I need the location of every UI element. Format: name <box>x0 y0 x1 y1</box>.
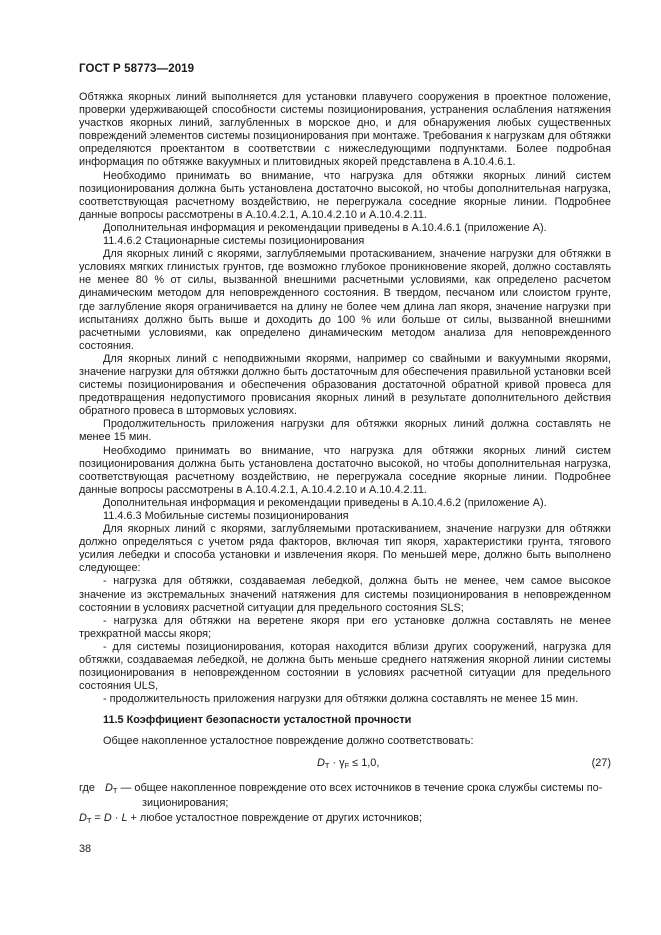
def-d: D <box>103 811 112 824</box>
def-equals: = <box>91 811 104 824</box>
subsection-title: 11.4.6.2 Стационарные системы позиционирования <box>103 235 365 248</box>
list-item: - для системы позиционирования, которая находится вблизи других сооружений, нагрузка для обтяжки, создаваемая лебедкой, не должна быть меньше среднего натяжения якорной линии системы позиционирования в неповрежденном состоянии в условиях расчетной ситуации для предельного состояния ULS, <box>79 640 611 693</box>
definition-text: — общее накопленное повреждение ото всех источников в течение срока службы системы по- <box>117 781 603 794</box>
page-number: 38 <box>79 843 92 855</box>
list-item: - нагрузка для обтяжки на веретене якоря при его установке должна составлять не менее трехкратной массы якоря; <box>79 614 611 640</box>
formula <box>317 757 379 772</box>
where-label: где <box>79 781 95 794</box>
paragraph: Необходимо принимать во внимание, что нагрузка для обтяжки якорных линий систем позиционирования должна быть установлена достаточно высокой, но чтобы дополнительная нагрузка, соответствующая расчетному воздействию, не перегружала соседние якорные линии. Подробнее данные вопросы рассмотрены в А.10.4.2.1, А.10.4.2.10 и А.10.4.2.11. <box>79 169 611 221</box>
where-block <box>79 782 611 810</box>
intro-sentence: Общее накопленное усталостное повреждение должно соответствовать: <box>103 734 474 747</box>
paragraph: Продолжительность приложения нагрузки для обтяжки якорных линий должна составлять не менее 15 мин. <box>79 418 611 444</box>
paragraph: Обтяжка якорных линий выполняется для установки плавучего сооружения в проектное положение, проверки удерживающей способности системы позиционирования, устранения ослабления натяжения участков якорных линий, заглубленных в морское дно, и для обнаружения любых существенных повреждений элементов системы позиционирования при монтаже. Требования к нагрузкам для обтяжки определяются проектантом в соответствии с нижеследующими подпунктами. Более подробная информация по обтяжке вакуумных и плитовидных якорей представлена в А.10.4.6.1. <box>79 91 611 169</box>
equation-number: (27) <box>591 756 611 769</box>
where-definition <box>105 782 611 810</box>
paragraph: Для якорных линий с неподвижными якорями, например со свайными и вакуумными якорями, значение нагрузки для обтяжки должно быть достаточным для обеспечения правильной установки всей системы позиционирования и обеспечения образования достаточной обратной кривой провеса для предотвращения недопустимого провисания якорных линий в результате дополнительного действия обратного провеса в штормовых условиях. <box>79 352 611 418</box>
paragraph: Для якорных линий с якорями, заглубляемыми протаскиванием, значение нагрузки для обтяжки должно определяться с учетом ряда факторов, включая тип якоря, характеристики грунта, тягового усилия лебедки и способа установки и извлечения якоря. По меньшей мере, должно быть выполнено следующее: <box>79 523 611 575</box>
def-subscript: T <box>86 815 92 825</box>
section-heading: 11.5 Коэффициент безопасности усталостной прочности <box>103 714 412 727</box>
list-item: - продолжительность приложения нагрузки для обтяжки должна составлять не менее 15 мин. <box>103 693 579 706</box>
definition-line <box>79 812 611 827</box>
formula-operator: · γ <box>329 756 345 769</box>
paragraph: Дополнительная информация и рекомендации приведены в А.10.4.6.2 (приложение А). <box>103 496 547 509</box>
def-symbol: D <box>79 811 87 824</box>
paragraph: Для якорных линий с якорями, заглубляемыми протаскиванием, значение нагрузки для обтяжки в условиях мягких глинистых грунтов, где возможно глубокое проникновение якорей, должно составлять не менее 80 % от силы, вызванной внешними расчетными условиями, как определено расчетом динамическим методом для неповрежденного состояния. В твердом, песчаном или слоистом грунте, где заглубление якоря ограничивается на длину не более чем длина лап якоря, значение нагрузки при испытаниях должно быть выше и доходить до 100 % или больше от силы, вызванной внешними расчетными условиями, как определено динамическим методом анализа для неповрежденного состояния. <box>79 248 611 352</box>
list-item: - нагрузка для обтяжки, создаваемая лебедкой, должна быть не менее, чем самое высокое значение из экстремальных значений натяжения для системы позиционирования в неповрежденном состоянии в условиях расчетной ситуации для предельного состояния SLS; <box>79 575 611 614</box>
standard-header: ГОСТ Р 58773—2019 <box>79 63 195 75</box>
def-rest: + любое усталостное повреждение от других источников; <box>127 811 423 824</box>
paragraph: Необходимо принимать во внимание, что нагрузка для обтяжки якорных линий систем позиционирования должна быть установлена достаточно высокой, но чтобы дополнительная нагрузка, соответствующая расчетному воздействию, не перегружала соседние якорные линии. Подробнее данные вопросы рассмотрены в А.10.4.2.1, А.10.4.2.10 и А.10.4.2.11. <box>79 444 611 496</box>
paragraph: Дополнительная информация и рекомендации приведены в А.10.4.6.1 (приложение А). <box>103 221 547 234</box>
definition-continuation: зиционирования; <box>142 796 229 809</box>
equation-27 <box>79 754 611 776</box>
document-body <box>79 91 611 827</box>
def-l: L <box>121 811 128 824</box>
subsection-title: 11.4.6.3 Мобильные системы позиционирования <box>103 510 349 522</box>
term-subscript: T <box>112 785 118 795</box>
formula-symbol: D <box>317 756 325 769</box>
formula-rest: ≤ 1,0, <box>349 756 380 769</box>
term-symbol: D <box>105 781 113 794</box>
formula-subscript2: F <box>344 760 350 770</box>
formula-subscript: T <box>324 760 330 770</box>
def-dot: · <box>111 811 122 824</box>
